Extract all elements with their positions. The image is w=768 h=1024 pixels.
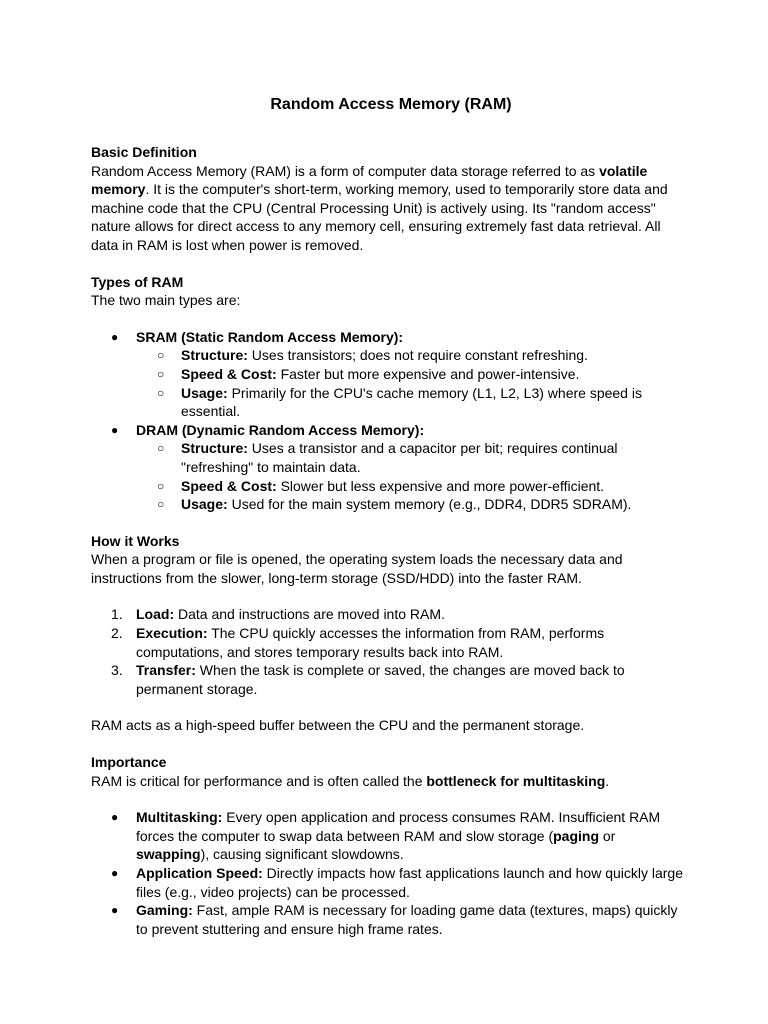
section-basic-definition	[91, 143, 691, 255]
spacer	[91, 698, 691, 716]
sub-item-text: Uses transistors; does not require constant refreshing.	[247, 347, 588, 364]
how-intro: When a program or file is opened, the operating system loads the necessary data and instructions from the slower, long-term storage (SSD/HDD) into the faster RAM.	[91, 551, 623, 586]
list-item	[91, 901, 691, 938]
step-text: The CPU quickly accesses the information from RAM, performs computations, and stores temporary results back into RAM.	[136, 625, 605, 660]
circle-bullet-icon: ○	[157, 385, 165, 400]
circle-bullet-icon: ○	[157, 348, 165, 363]
sub-item-label: Speed & Cost:	[181, 477, 277, 494]
list-item-label: Application Speed:	[136, 865, 263, 881]
circle-bullet-icon: ○	[157, 366, 165, 381]
sub-item-text: Faster but more expensive and power-intensive.	[276, 365, 580, 382]
circle-bullet-icon: ○	[157, 497, 165, 512]
bullet-icon: ●	[111, 810, 119, 825]
list-item-text: Every open application and process consumes RAM. Insufficient RAM forces the computer to swap data between RAM and slow storage (	[136, 809, 661, 844]
emphasis-text: bottleneck for multitasking	[426, 772, 606, 789]
step-item	[91, 605, 691, 624]
bullet-icon: ●	[111, 422, 119, 437]
sub-item-text: Uses a transistor and a capacitor per bit; requires continual "refreshing" to maintain data.	[181, 440, 618, 475]
sub-item-text: Slower but less expensive and more power-efficient.	[276, 477, 605, 494]
paragraph-text: .	[605, 772, 610, 789]
how-outro: RAM acts as a high-speed buffer between the CPU and the permanent storage.	[91, 717, 585, 734]
importance-list	[91, 808, 691, 938]
step-label: Load:	[136, 606, 175, 623]
list-item	[91, 328, 691, 421]
section-importance	[91, 753, 691, 938]
steps-list	[91, 605, 691, 698]
sub-item-label: Usage:	[181, 384, 228, 401]
list-item-label: SRAM (Static Random Access Memory):	[136, 328, 404, 345]
list-item-text: Directly impacts how fast applications launch and how quickly large files (e.g., video projects) can be processed.	[136, 865, 684, 900]
document-title: Random Access Memory (RAM)	[270, 96, 512, 113]
sub-list-item	[136, 365, 691, 384]
section-how-it-works	[91, 532, 691, 735]
circle-bullet-icon: ○	[157, 441, 165, 456]
sub-item-label: Structure:	[181, 347, 248, 364]
basic-definition-paragraph	[91, 162, 691, 255]
sub-list	[136, 439, 691, 513]
section-types-of-ram	[91, 273, 691, 514]
bullet-icon: ●	[111, 329, 119, 344]
sub-list-item	[136, 346, 691, 365]
circle-bullet-icon: ○	[157, 478, 165, 493]
document-content	[91, 95, 691, 956]
step-text: Data and instructions are moved into RAM.	[174, 606, 445, 623]
paragraph-text: Random Access Memory (RAM) is a form of computer data storage referred to as	[91, 162, 600, 179]
list-item	[91, 421, 691, 514]
list-item	[91, 808, 691, 864]
sub-item-label: Structure:	[181, 440, 248, 457]
importance-intro	[91, 772, 691, 791]
section-heading: Importance	[91, 754, 167, 771]
list-item-text: ), causing significant slowdowns.	[200, 846, 404, 863]
sub-item-text: Used for the main system memory (e.g., DDR4, DDR5 SDRAM).	[227, 496, 632, 513]
step-item	[91, 624, 691, 661]
ram-types-list	[91, 328, 691, 514]
emphasis-text: paging	[553, 827, 599, 844]
emphasis-text: swapping	[136, 846, 201, 863]
bullet-icon: ●	[111, 866, 119, 880]
paragraph-text: RAM is critical for performance and is often called the	[91, 772, 427, 789]
list-item-text: Fast, ample RAM is necessary for loading game data (textures, maps) quickly to prevent stuttering and ensure high frame rates.	[136, 902, 678, 937]
sub-list	[136, 346, 691, 420]
step-number: 3.	[111, 662, 123, 679]
step-number: 2.	[111, 625, 123, 642]
list-item	[91, 864, 691, 901]
sub-list-item	[136, 384, 691, 421]
bullet-icon: ●	[111, 903, 119, 918]
step-number: 1.	[111, 606, 123, 623]
sub-list-item	[136, 439, 691, 476]
sub-item-label: Speed & Cost:	[181, 365, 277, 382]
section-heading: How it Works	[91, 532, 180, 549]
sub-item-text: Primarily for the CPU's cache memory (L1, L2, L3) where speed is essential.	[181, 384, 642, 420]
sub-item-label: Usage:	[181, 496, 228, 513]
step-label: Execution:	[136, 625, 208, 642]
emphasis-text: volatile memory	[91, 162, 648, 198]
sub-list-item	[136, 477, 691, 496]
sub-list-item	[136, 495, 691, 514]
list-item-text: or	[599, 827, 616, 844]
paragraph-text: . It is the computer's short-term, working memory, used to temporarily store data and machine code that the CPU (Central Processing Unit) is actively using. Its "random access" nature allows for direct access to any memory cell, ensuring extremely fast data retrieval. All data in RAM is lost when power is removed.	[91, 181, 668, 253]
section-heading: Basic Definition	[91, 144, 197, 160]
list-item-label: DRAM (Dynamic Random Access Memory):	[136, 421, 425, 438]
step-item	[91, 661, 691, 698]
section-heading: Types of RAM	[91, 273, 184, 290]
types-intro: The two main types are:	[91, 292, 241, 309]
step-label: Transfer:	[136, 662, 196, 679]
list-item-label: Gaming:	[136, 902, 193, 919]
step-text: When the task is complete or saved, the changes are moved back to permanent storage.	[136, 662, 625, 697]
list-item-label: Multitasking:	[136, 809, 223, 826]
